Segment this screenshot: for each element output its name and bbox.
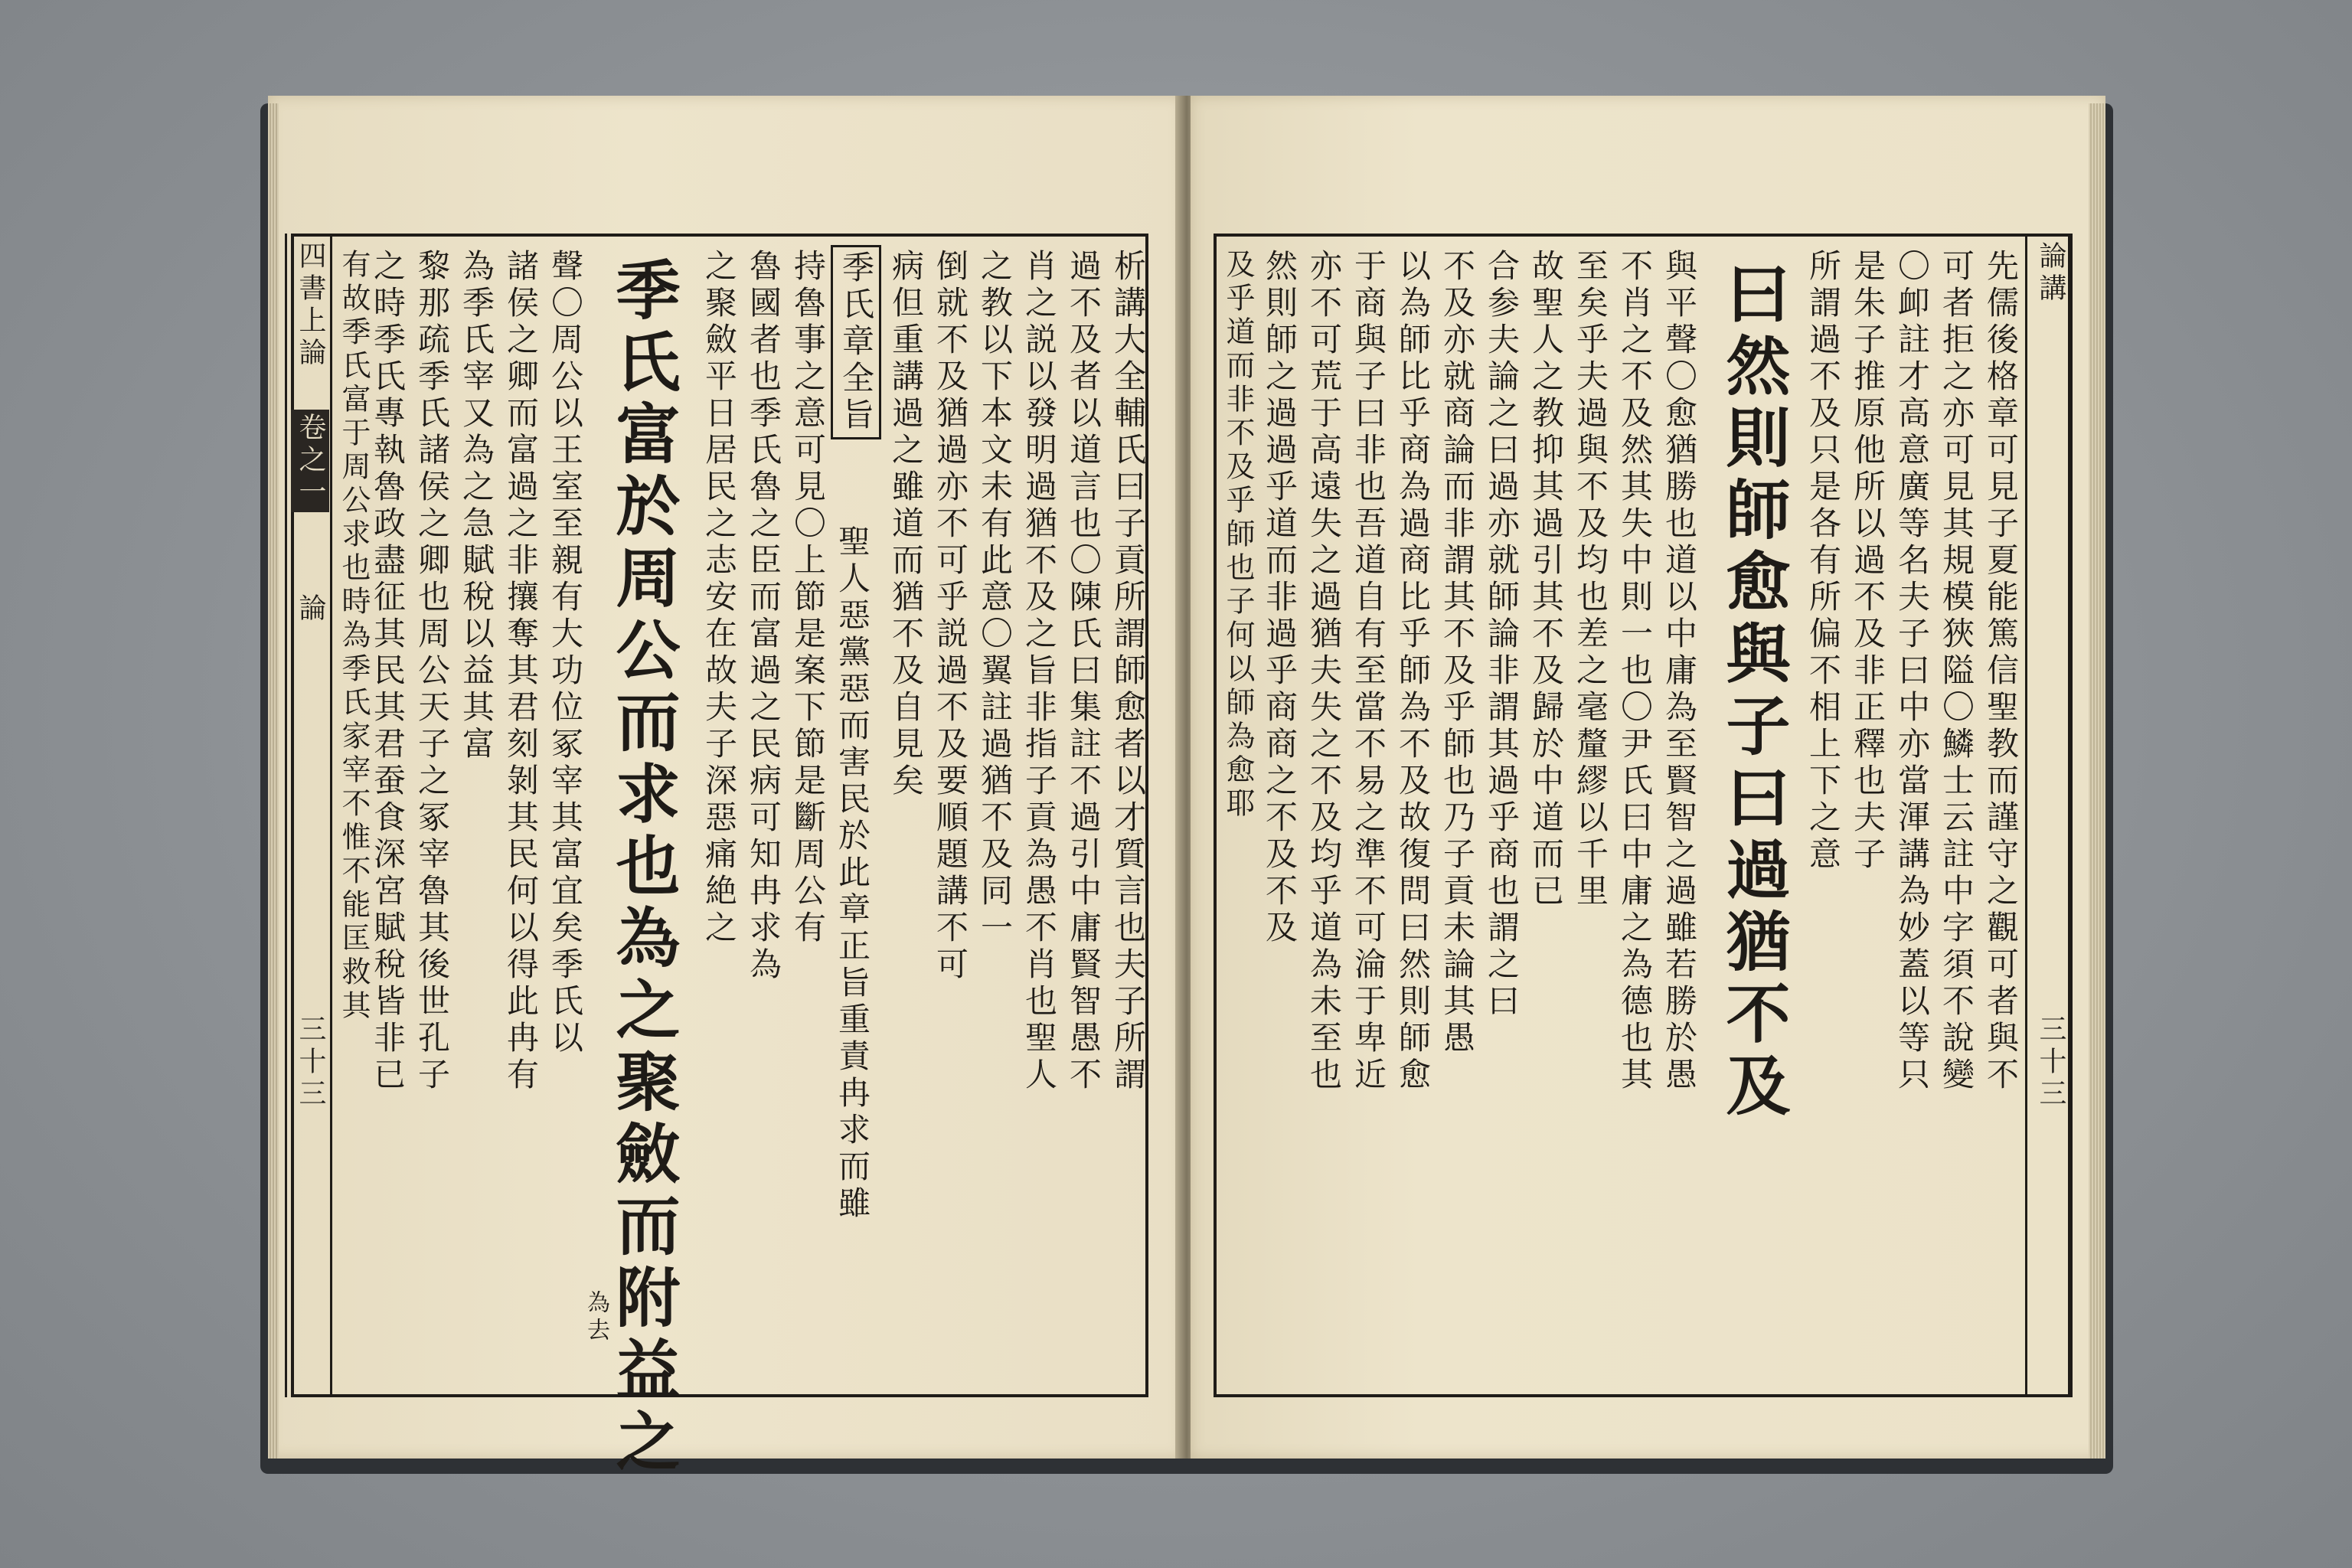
left-column-1: 析講大全輔氏曰子貢所謂師愈者以才質言也夫子所謂 — [1109, 249, 1147, 1094]
right-commentary-8: 于商與子曰非也吾道自有至當不易之準不可淪于卑近 — [1350, 249, 1387, 1094]
right-page — [1191, 96, 2105, 1459]
left-main-note: 為去 — [583, 1290, 609, 1345]
left-column-2: 過不及者以道言也〇陳氏曰集註不過引中庸賢智愚不 — [1065, 249, 1102, 1094]
left-commentary-2: 諸侯之卿而富過之非攘奪其君刻剝其民何以得此冉有 — [502, 249, 540, 1094]
left-margin-volume: 卷之一 — [291, 410, 329, 512]
right-margin-folio: 三十三 — [2035, 1014, 2066, 1111]
right-column-2: 可者拒之亦可見其規模狹隘〇鱗士云註中字須不說變 — [1938, 249, 1975, 1094]
right-commentary-11: 及乎道而非不及乎師也子何以師為愈耶 — [1221, 249, 1255, 822]
left-commentary-4: 黎那疏季氏諸侯之卿也周公天子之冢宰魯其後世孔子 — [413, 249, 451, 1094]
right-commentary-6: 不及亦就商論而非謂其不及乎師也乃子貢未論其愚 — [1439, 249, 1476, 1057]
left-column-5: 倒就不及猶過亦不可乎説過不及要順題講不可 — [932, 249, 969, 984]
right-column-3: 〇卹註才高意廣等名夫子曰中亦當渾講為妙蓋以等只 — [1893, 249, 1931, 1094]
left-margin-vol-sub: 論 — [295, 593, 326, 626]
right-commentary-5: 合参夫論之曰過亦就師論非謂其過乎商也謂之曰 — [1483, 249, 1521, 1021]
left-commentary-6: 有故季氏富于周公求也時為季氏家宰不惟不能匡救其 — [337, 249, 371, 1024]
right-commentary-2: 不肖之不及然其失中則一也〇尹氏曰中庸之為德也其 — [1616, 249, 1654, 1094]
right-column-4: 是朱子推原他所以過不及非正釋也夫子 — [1849, 249, 1886, 874]
open-book — [260, 96, 2113, 1480]
left-column-6: 病但重講過之雖道而猶不及自見矣 — [887, 249, 925, 800]
left-commentary-5: 之時季氏專執魯政盡征其民其君蚕食深宮賦稅皆非已 — [369, 249, 407, 1094]
right-commentary-9: 亦不可荒于高遠失之過猶夫失之不及均乎道為未至也 — [1305, 249, 1343, 1094]
right-main-text: 曰然則師愈與子曰過猶不及 — [1716, 260, 1792, 1124]
left-main-text: 季氏富於周公而求也為之聚斂而附益之 — [606, 256, 681, 1480]
right-commentary-10: 然則師之過過乎道而非過乎商商之不及不及 — [1261, 249, 1298, 947]
left-page-edges — [268, 103, 279, 1459]
chapter-column-1: 聖人惡黨惡而害民於此章正旨重責冉求而雖 — [834, 524, 871, 1223]
right-commentary-1: 與平聲〇愈猶勝也道以中庸為至賢智之過雖若勝於愚 — [1661, 249, 1698, 1094]
right-commentary-3: 至矣乎夫過與不及均也差之毫釐繆以千里 — [1572, 249, 1609, 910]
right-column-5: 所謂過不及只是各有所偏不相上下之意 — [1805, 249, 1842, 874]
chapter-column-4: 之聚斂平日居民之志安在故夫子深惡痛絶之 — [701, 249, 738, 947]
right-margin-strip — [2025, 234, 2073, 1397]
left-margin-folio: 三十三 — [295, 1014, 326, 1111]
left-margin-strip — [285, 234, 332, 1397]
right-margin-header: 論講 — [2035, 241, 2066, 305]
right-commentary-7: 以為師比乎商為過商比乎師為不及故復問曰然則師愈 — [1394, 249, 1432, 1094]
left-margin-header: 四書上論 — [295, 241, 326, 370]
chapter-title — [831, 245, 881, 439]
left-commentary-3: 為季氏宰又為之急賦稅以益其富 — [458, 249, 495, 763]
right-page-edges — [2089, 103, 2105, 1459]
right-column-1: 先儒後格章可見子夏能篤信聖教而謹守之觀可者與不 — [1982, 249, 2020, 1094]
chapter-column-2: 持魯事之意可見〇上節是案下節是斷周公有 — [789, 249, 827, 947]
chapter-title-box: 季氏章全旨 — [831, 245, 881, 439]
left-commentary-1: 聲〇周公以王室至親有大功位冢宰其富宜矣季氏以 — [547, 249, 584, 1057]
left-column-4: 之教以下本文未有此意〇翼註過猶不及同一 — [976, 249, 1014, 947]
right-commentary-4: 故聖人之教抑其過引其不及歸於中道而已 — [1527, 249, 1565, 910]
chapter-column-3: 魯國者也季氏魯之臣而富過之民病可知冉求為 — [745, 249, 782, 984]
left-page — [268, 96, 1183, 1480]
left-column-3: 肖之説以發明過猶不及之旨非指子貢為愚不肖也聖人 — [1021, 249, 1058, 1094]
